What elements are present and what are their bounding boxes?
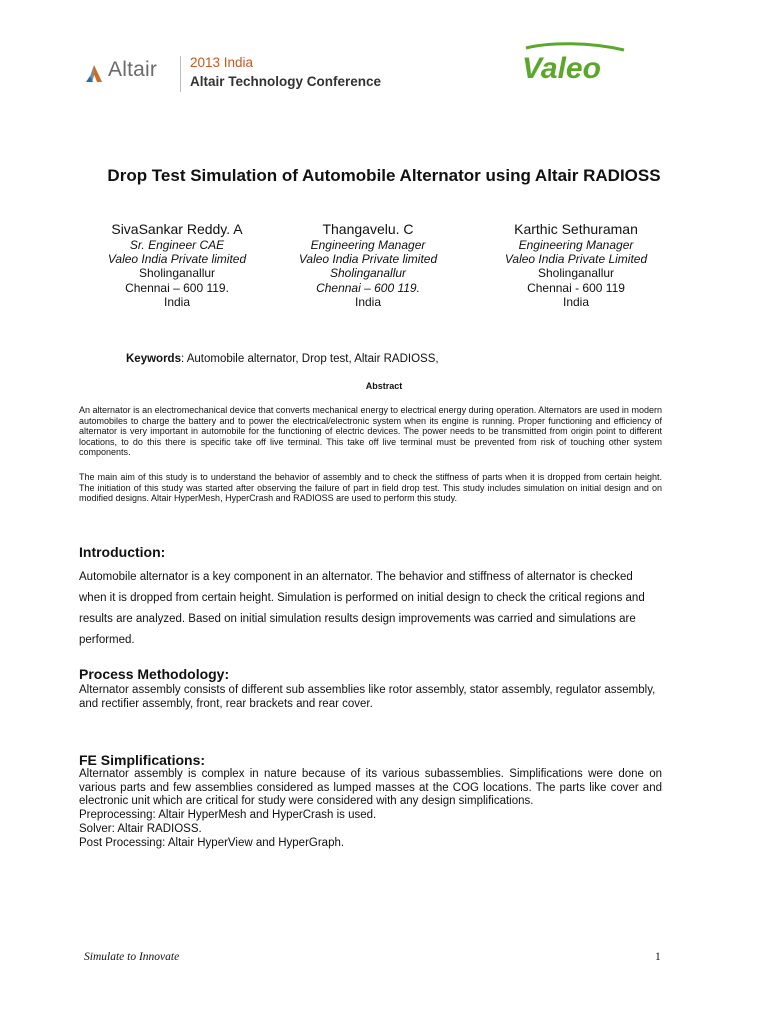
author-city: Chennai – 600 119. xyxy=(316,280,420,295)
author-block xyxy=(278,220,458,309)
author-org: Valeo India Private limited xyxy=(298,252,438,267)
author-block xyxy=(486,220,666,309)
process-heading: Process Methodology: xyxy=(79,666,230,682)
author-name: Thangavelu. C xyxy=(322,221,414,237)
paper-title: Drop Test Simulation of Automobile Alternator using Altair RADIOSS xyxy=(107,166,661,185)
footer-tagline: Simulate to Innovate xyxy=(84,951,180,963)
page-number: 1 xyxy=(655,951,661,963)
author-city: Chennai - 600 119 xyxy=(527,280,625,295)
keywords-text: : Automobile alternator, Drop test, Altair RADIOSS, xyxy=(180,353,439,365)
introduction-text: Automobile alternator is a key component in an alternator. The behavior and stiffness of alternator is checked when it is dropped from certain height. Simulation is performed on initial design to check the critical regions and results are analyzed. Based on initial simulation results design improvements was carried and simulations are performed. xyxy=(79,571,645,646)
author-org: Valeo India Private limited xyxy=(107,252,247,267)
keywords-label: Keywords xyxy=(126,353,181,365)
author-block xyxy=(87,220,267,309)
fe-post-processing: Post Processing: Altair HyperView and HyperGraph. xyxy=(79,836,345,849)
author-place: Sholinganallur xyxy=(138,266,216,281)
author-org: Valeo India Private Limited xyxy=(504,252,648,267)
author-role: Engineering Manager xyxy=(518,238,634,252)
author-name: Karthic Sethuraman xyxy=(514,221,638,237)
conference-name: Altair Technology Conference xyxy=(190,74,382,89)
abstract-heading: Abstract xyxy=(365,381,403,391)
fe-text: Alternator assembly is complex in nature because of its various subassemblies. Simplifications were done on various parts and few assemblies considered as lumped masses at the COG locations. The parts like cover and electronic unit which are critical for study were considered with any design simplifications. xyxy=(79,768,662,808)
author-country: India xyxy=(163,294,191,309)
conference-year: 2013 India xyxy=(190,55,254,70)
author-country: India xyxy=(354,294,382,309)
process-text: Alternator assembly consists of different sub assemblies like rotor assembly, stator assembly, regulator assembly, and rectifier assembly, front, rear brackets and rear cover. xyxy=(79,684,656,710)
fe-heading: FE Simplifications: xyxy=(79,752,206,768)
author-role: Engineering Manager xyxy=(310,238,426,252)
abstract-paragraph: The main aim of this study is to understand the behavior of assembly and to check the stiffness of parts when it is dropped from certain height. The initiation of this study was started after observing the failure of part in field drop test. This study includes simulation on initial design and on modified designs. Altair HyperMesh, HyperCrash and RADIOSS are used to perform this study. xyxy=(79,472,662,504)
introduction-heading: Introduction: xyxy=(79,544,166,560)
valeo-logo xyxy=(520,40,630,92)
header-divider xyxy=(180,56,181,92)
valeo-logo-text: Valeo xyxy=(522,52,601,85)
author-country: India xyxy=(562,294,590,309)
fe-solver: Solver: Altair RADIOSS. xyxy=(79,822,202,835)
altair-brand-text: Altair xyxy=(108,58,158,81)
author-city: Chennai – 600 119. xyxy=(125,280,229,295)
abstract-paragraph: An alternator is an electromechanical device that converts mechanical energy to electrical energy during operation. Alternators are used in modern automobiles to charge the battery and to power the electrical/electronic system when its engine is running. Proper functioning and efficiency of alternator is very important in automobile for the functioning of electric devices. The power needs to be transmitted from origin point to different locations, to do this there is specific take off live terminal. This take off live terminal must be prevented from risk of touching other system components. xyxy=(79,405,662,458)
fe-preprocessing: Preprocessing: Altair HyperMesh and HyperCrash is used. xyxy=(79,809,377,822)
keywords-line xyxy=(126,353,439,365)
author-role: Sr. Engineer CAE xyxy=(129,238,225,252)
author-place: Sholinganallur xyxy=(329,266,407,281)
author-place: Sholinganallur xyxy=(537,266,615,281)
fe-section xyxy=(79,768,662,850)
altair-triangle-icon xyxy=(84,62,104,84)
author-name: SivaSankar Reddy. A xyxy=(111,221,243,237)
altair-logo xyxy=(84,58,184,88)
